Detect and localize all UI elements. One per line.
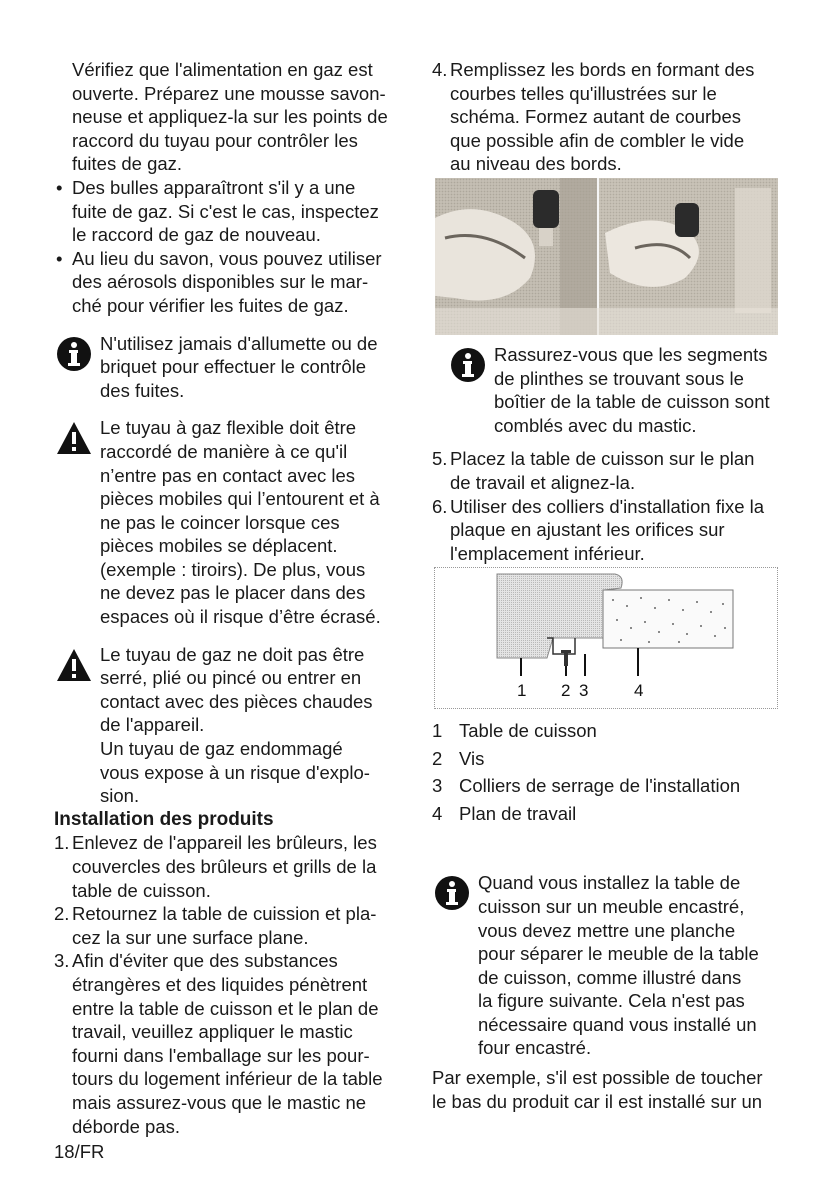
text-line: Rassurez-vous que les segments: [494, 343, 768, 365]
text-line: schéma. Formez autant de courbes: [450, 106, 742, 128]
legend-number: 2: [432, 747, 443, 769]
text-line: N'utilisez jamais d'allumette ou de: [100, 332, 378, 354]
text-line: briquet pour effectuer le contrôle: [100, 356, 367, 378]
text-line: Quand vous installez la table de: [478, 872, 741, 894]
warning-note: [54, 416, 406, 628]
text-line: des aérosols disponibles sur le mar-: [72, 271, 369, 293]
text-line: de plinthes se trouvant sous le: [494, 367, 744, 389]
text-line: four encastré.: [478, 1037, 592, 1059]
text-line: le bas du produit car il est installé sur un: [432, 1090, 763, 1112]
mastic-photo: [435, 178, 778, 335]
text-line: cez la sur une surface plane.: [72, 926, 309, 948]
warning-icon: [56, 647, 92, 683]
bullet-symbol: •: [56, 247, 63, 269]
info-note: [448, 343, 787, 437]
text-line: Des bulles apparaîtront s'il y a une: [72, 176, 356, 198]
text-line: étrangères et des liquides pénètrent: [72, 973, 368, 995]
step-number: 4.: [432, 59, 448, 80]
text-line: cuisson sur un meuble encastré,: [478, 895, 745, 917]
text-line: pièces mobiles se déplacent.: [100, 535, 338, 557]
text-line: couvercles des brûleurs et grills de la: [72, 856, 377, 877]
text-line: au niveau des bords.: [450, 153, 622, 175]
warning-note: [54, 643, 406, 808]
diagram-legend: [432, 717, 787, 827]
step-number: 5.: [432, 448, 448, 470]
diagram-label-1: 1: [517, 681, 527, 701]
info-icon: [434, 875, 470, 911]
text-line: table de cuisson.: [72, 879, 211, 901]
text-line: mais assurez-vous que le mastic ne: [72, 1091, 367, 1113]
text-line: plaque en ajustant les orifices sur: [450, 519, 725, 541]
text-line: boîtier de la table de cuisson sont: [494, 391, 770, 413]
warning-icon: [56, 420, 92, 456]
text-line: Un tuyau de gaz endommagé: [100, 738, 343, 760]
text-line: déborde pas.: [72, 1115, 181, 1137]
text-line: courbes telles qu'illustrées sur le: [450, 82, 717, 104]
text-line: ouverte. Préparez une mousse savon-: [72, 82, 386, 104]
text-line: de travail et alignez-la.: [450, 471, 636, 493]
text-line: Utiliser des colliers d'installation fixe la: [450, 495, 765, 517]
text-line: Vérifiez que l'alimentation en gaz est: [72, 59, 373, 80]
text-line: l'emplacement inférieur.: [450, 542, 645, 564]
info-note: [432, 871, 787, 1060]
diagram-label-3: 3: [579, 681, 589, 701]
step-item: [432, 447, 787, 494]
legend-number: 4: [432, 802, 443, 824]
bullet-item: [54, 176, 406, 247]
clamp-diagram: [435, 568, 777, 708]
text-line: Enlevez de l'appareil les brûleurs, les: [72, 832, 377, 854]
right-column: [432, 58, 787, 1113]
bullet-item: [54, 247, 406, 318]
diagram-label-4: 4: [634, 681, 644, 701]
text-line: la figure suivante. Cela n'est pas: [478, 990, 745, 1012]
text-line: sion.: [100, 785, 140, 807]
page-number: 18/FR: [54, 1141, 105, 1162]
step-item: [54, 902, 406, 949]
text-line: que possible afin de combler le vide: [450, 129, 745, 151]
legend-row: [432, 800, 787, 828]
text-line: ne devez pas le placer dans des: [100, 582, 366, 604]
text-line: Le tuyau de gaz ne doit pas être: [100, 643, 365, 665]
text-line: Remplissez les bords en formant des: [450, 59, 755, 80]
step-item: [432, 58, 787, 176]
left-column: [54, 58, 406, 1138]
legend-row: [432, 717, 787, 745]
info-icon: [450, 347, 486, 383]
legend-row: [432, 772, 787, 800]
text-line: pièces mobiles qui l’entourent et à: [100, 488, 380, 510]
bullet-symbol: •: [56, 176, 63, 198]
step-item: [432, 495, 787, 566]
step-number: 3.: [54, 950, 70, 972]
text-line: espaces où il risque d’être écrasé.: [100, 606, 381, 628]
step-number: 2.: [54, 903, 70, 925]
legend-number: 1: [432, 720, 443, 742]
text-line: de l'appareil.: [100, 714, 205, 736]
text-line: ne pas le coincer lorsque ces: [100, 511, 340, 533]
installation-diagram: [434, 567, 778, 709]
text-line: nécessaire quand vous installé un: [478, 1013, 757, 1035]
text-line: tours du logement inférieur de la table: [72, 1068, 383, 1090]
text-line: n’entre pas en contact avec les: [100, 464, 356, 486]
legend-text: Colliers de serrage de l'installation: [459, 775, 741, 797]
text-line: Placez la table de cuisson sur le plan: [450, 448, 755, 470]
step-item: [54, 949, 406, 1138]
leak-check-intro: [54, 58, 406, 176]
text-line: fuites de gaz.: [72, 153, 183, 175]
legend-text: Table de cuisson: [459, 720, 597, 742]
text-line: des fuites.: [100, 379, 185, 401]
text-line: contact avec des pièces chaudes: [100, 690, 373, 712]
text-line: vous devez mettre une planche: [478, 919, 736, 941]
text-line: comblés avec du mastic.: [494, 414, 697, 436]
text-line: (exemple : tiroirs). De plus, vous: [100, 558, 366, 580]
text-line: vous expose à un risque d'explo-: [100, 761, 370, 783]
mastic-application-image: [435, 178, 778, 335]
step-number: 1.: [54, 832, 70, 854]
step-number: 6.: [432, 495, 448, 517]
legend-number: 3: [432, 775, 443, 797]
text-line: neuse et appliquez-la sur les points de: [72, 106, 388, 128]
legend-text: Plan de travail: [459, 802, 577, 824]
section-title: Installation des produits: [54, 808, 274, 830]
info-icon: [56, 336, 92, 372]
text-line: serré, plié ou pincé ou entrer en: [100, 667, 362, 689]
text-line: Le tuyau à gaz flexible doit être: [100, 417, 357, 439]
diagram-label-2: 2: [561, 681, 571, 701]
text-line: raccordé de manière à ce qu'il: [100, 440, 348, 462]
info-note: [54, 332, 406, 403]
text-line: entre la table de cuisson et le plan de: [72, 997, 379, 1019]
text-line: fuite de gaz. Si c'est le cas, inspectez: [72, 200, 379, 222]
text-line: Afin d'éviter que des substances: [72, 950, 338, 972]
text-line: le raccord de gaz de nouveau.: [72, 224, 321, 246]
text-line: raccord du tuyau pour contrôler les: [72, 129, 358, 151]
closing-paragraph: [432, 1066, 787, 1113]
text-line: Par exemple, s'il est possible de toucher: [432, 1067, 763, 1089]
text-line: fourni dans l'emballage sur les pour-: [72, 1044, 370, 1066]
text-line: ché pour vérifier les fuites de gaz.: [72, 294, 349, 316]
legend-row: [432, 745, 787, 773]
text-line: de cuisson, comme illustré dans: [478, 966, 742, 988]
text-line: pour séparer le meuble de la table: [478, 943, 759, 965]
legend-text: Vis: [459, 747, 485, 769]
step-item: [54, 831, 406, 902]
text-line: Retournez la table de cuission et pla-: [72, 903, 377, 925]
text-line: Au lieu du savon, vous pouvez utiliser: [72, 247, 382, 269]
text-line: travail, veuillez appliquer le mastic: [72, 1021, 353, 1043]
